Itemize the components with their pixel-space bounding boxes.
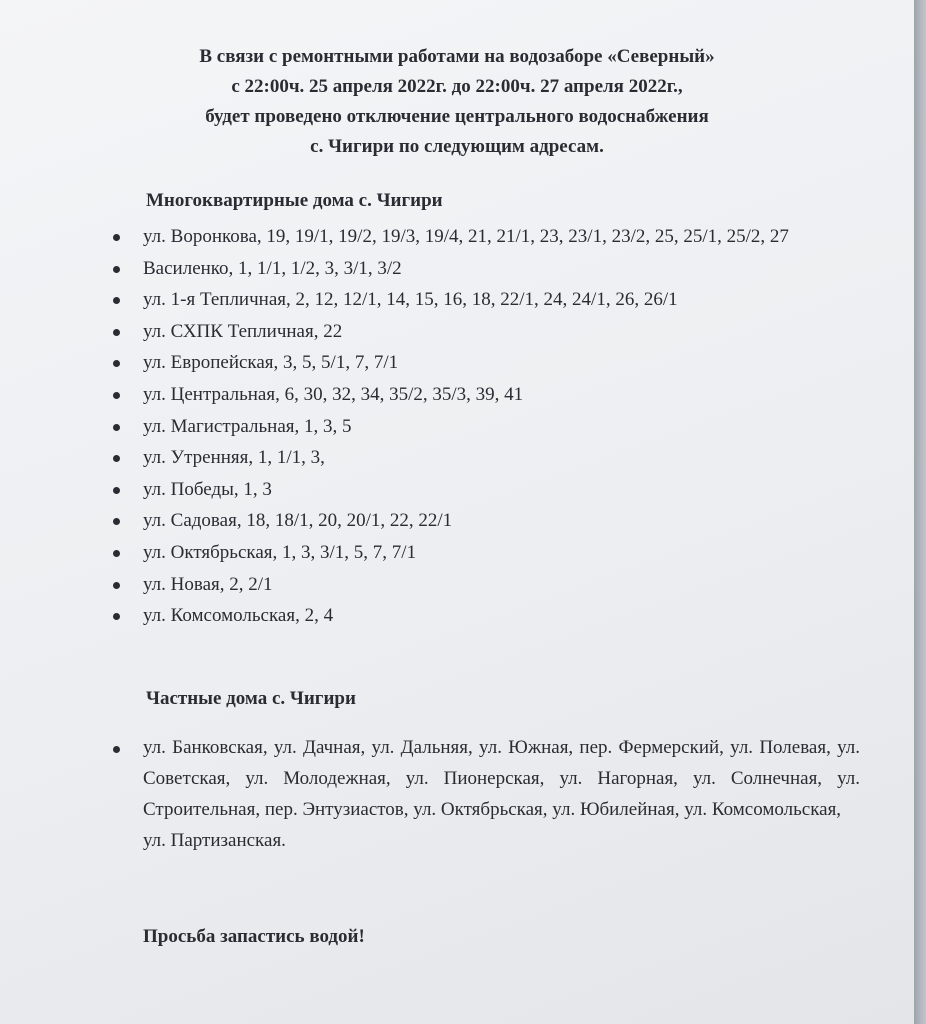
address-text: ул. Утренняя, 1, 1/1, 3, <box>143 447 325 469</box>
heading-line: будет проведено отключение центрального водоснабжения <box>205 106 709 127</box>
bullet-icon <box>113 392 120 399</box>
address-text: ул. Центральная, 6, 30, 32, 34, 35/2, 35/3, 39, 41 <box>143 383 524 405</box>
address-text: ул. Комсомольская, 2, 4 <box>143 605 334 627</box>
paper-edge <box>914 0 926 1024</box>
bullet-icon <box>113 297 120 304</box>
water-supply-note: Просьба запастись водой! <box>143 926 365 947</box>
address-item <box>0 254 914 284</box>
address-text: Василенко, 1, 1/1, 1/2, 3, 3/1, 3/2 <box>143 257 402 279</box>
address-item <box>0 412 914 442</box>
address-item <box>0 570 914 600</box>
bullet-icon <box>113 266 120 273</box>
private-address-block <box>0 732 914 856</box>
address-text: ул. Новая, 2, 2/1 <box>143 573 273 595</box>
address-text: ул. Победы, 1, 3 <box>143 478 272 500</box>
bullet-icon <box>113 613 120 620</box>
address-item <box>0 222 914 252</box>
address-item <box>0 443 914 473</box>
bullet-icon <box>113 234 120 241</box>
bullet-icon <box>113 360 120 367</box>
address-text: ул. Октябрьская, 1, 3, 3/1, 5, 7, 7/1 <box>143 541 417 563</box>
notice-heading <box>0 42 914 162</box>
address-item <box>0 506 914 536</box>
apartments-address-list <box>0 222 914 633</box>
private-section-title: Частные дома с. Чигири <box>146 688 356 709</box>
address-item <box>0 538 914 568</box>
bullet-icon <box>113 550 120 557</box>
heading-line: с 22:00ч. 25 апреля 2022г. до 22:00ч. 27 апреля 2022г., <box>231 76 683 97</box>
address-text: ул. Садовая, 18, 18/1, 20, 20/1, 22, 22/1 <box>143 510 453 532</box>
address-text: ул. Европейская, 3, 5, 5/1, 7, 7/1 <box>143 352 399 374</box>
address-text: ул. 1-я Тепличная, 2, 12, 12/1, 14, 15, 16, 18, 22/1, 24, 24/1, 26, 26/1 <box>143 289 678 311</box>
bullet-icon <box>113 424 120 431</box>
address-item <box>0 348 914 378</box>
private-address-last-line: ул. Партизанская. <box>143 830 286 851</box>
bullet-icon <box>113 329 120 336</box>
address-item <box>0 475 914 505</box>
address-text: ул. СХПК Тепличная, 22 <box>143 320 343 342</box>
address-item <box>0 285 914 315</box>
bullet-icon <box>113 746 120 753</box>
heading-line: В связи с ремонтными работами на водозаборе «Северный» <box>199 46 715 67</box>
heading-line: с. Чигири по следующим адресам. <box>310 136 604 157</box>
bullet-icon <box>113 487 120 494</box>
address-text: ул. Магистральная, 1, 3, 5 <box>143 415 352 437</box>
address-item <box>0 601 914 631</box>
address-text: ул. Воронкова, 19, 19/1, 19/2, 19/3, 19/4, 21, 21/1, 23, 23/1, 23/2, 25, 25/1, 25/2, 27 <box>143 226 789 247</box>
bullet-icon <box>113 455 120 462</box>
address-item <box>0 380 914 410</box>
apartments-section-title: Многоквартирные дома с. Чигири <box>146 190 443 211</box>
address-item <box>0 317 914 347</box>
bullet-icon <box>113 518 120 525</box>
bullet-icon <box>113 582 120 589</box>
private-address-text: ул. Банковская, ул. Дачная, ул. Дальняя, ул. Южная, пер. Фермерский, ул. Полевая, ул. Советская, ул. Молодежная, ул. Пионерская, ул. Нагорная, ул. Солнечная, ул. Строительная, пер. Энтузиастов, ул. Октябрьская, ул. Юбилейная, ул. Комсомольская, <box>143 737 860 820</box>
